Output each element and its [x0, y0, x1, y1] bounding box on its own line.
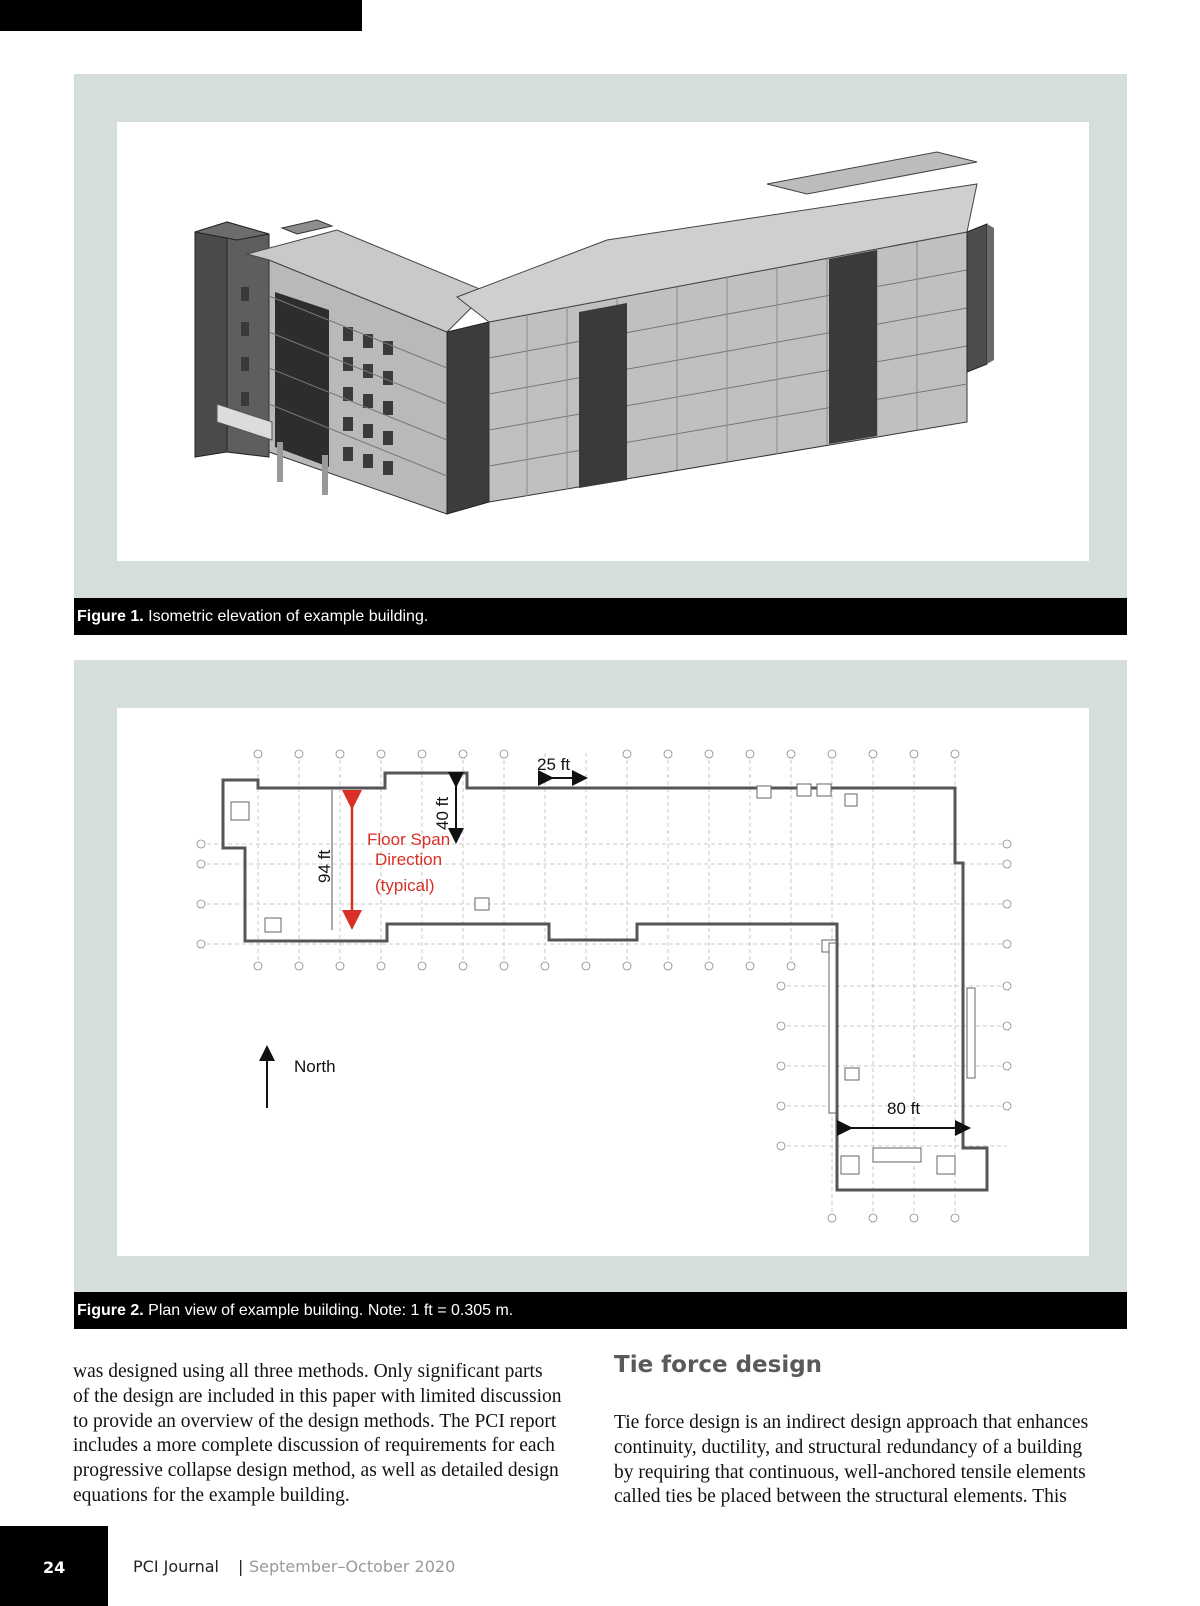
journal-name: PCI Journal [133, 1557, 219, 1576]
figure-2-label: Figure 2. [77, 1302, 144, 1319]
floor-span-line3: (typical) [375, 876, 435, 895]
body-line: progressive collapse design method, as well as detailed design [73, 1460, 559, 1482]
body-line: continuity, ductility, and structural redundancy of a building [614, 1436, 1083, 1458]
body-line: to provide an overview of the design methods. The PCI report [73, 1410, 557, 1432]
dim-40ft-label: 40 ft [433, 796, 452, 830]
figure-2-frame [74, 660, 1127, 1292]
body-line: was designed using all three methods. Only significant parts [73, 1361, 543, 1382]
figure-1-label: Figure 1. [77, 608, 144, 625]
figure-2-image [117, 708, 1089, 1256]
body-line: includes a more complete discussion of requirements for each [73, 1435, 555, 1457]
floor-span-line1: Floor Span [367, 830, 451, 849]
figure-1-image [117, 122, 1089, 561]
dim-94ft-label: 94 ft [315, 849, 334, 883]
body-right-column [614, 1411, 1088, 1510]
body-line: equations for the example building. [73, 1484, 350, 1506]
body-left-column [73, 1360, 562, 1509]
page-number: 24 [43, 1558, 66, 1577]
body-line: of the design are included in this paper with limited discussion [73, 1385, 562, 1407]
figure-1-caption [74, 598, 1127, 635]
issue-date: September–October 2020 [249, 1557, 456, 1576]
dim-80ft-label: 80 ft [887, 1099, 921, 1118]
footer-separator: | [238, 1557, 244, 1576]
floor-span-line2: Direction [375, 850, 443, 869]
body-line: called ties be placed between the structural elements. This [614, 1486, 1067, 1508]
figure-1-frame [74, 74, 1127, 598]
floor-plan-drawing [117, 708, 1089, 1256]
isometric-building-drawing [117, 122, 1089, 561]
figure-1-caption-text: Isometric elevation of example building. [148, 608, 429, 625]
header-bar [0, 0, 362, 31]
north-label: North [294, 1057, 336, 1076]
figure-2-caption [74, 1292, 1127, 1329]
dim-25ft-label: 25 ft [537, 755, 571, 774]
section-heading: Tie force design [614, 1352, 823, 1378]
body-line: Tie force design is an indirect design approach that enhances [614, 1412, 1089, 1433]
figure-2-caption-text: Plan view of example building. Note: 1 ft = 0.305 m. [148, 1302, 514, 1319]
body-line: by requiring that continuous, well-anchored tensile elements [614, 1461, 1086, 1483]
